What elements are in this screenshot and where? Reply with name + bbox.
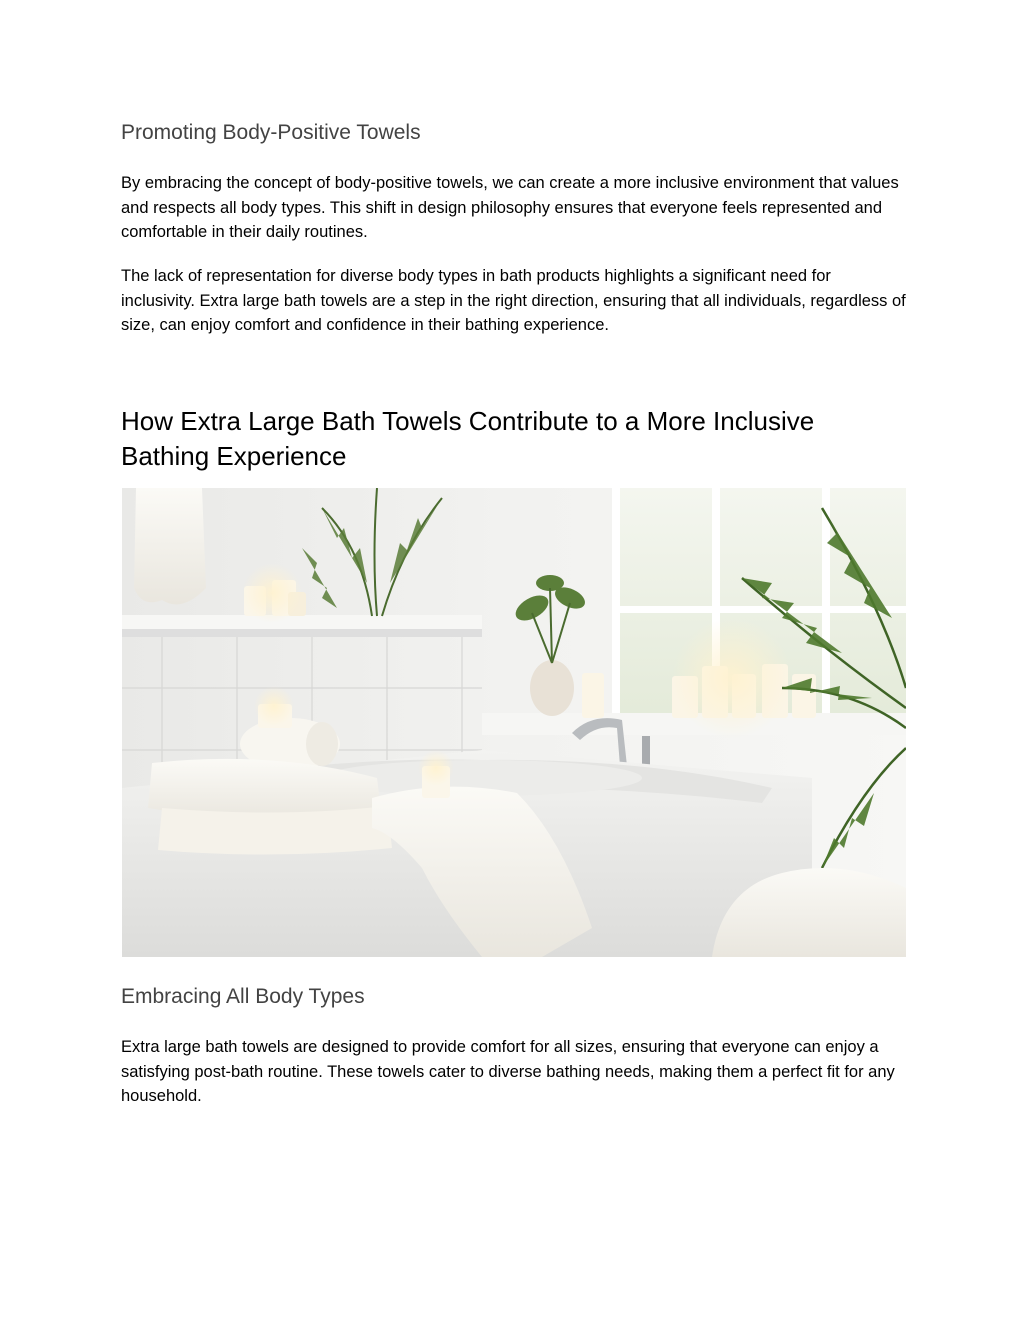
section-title-extra-large-towels: How Extra Large Bath Towels Contribute to a More Inclusive Bathing Experience xyxy=(121,406,815,471)
section-heading-embracing: Embracing All Body Types xyxy=(121,985,365,1008)
paragraph-embracing: Extra large bath towels are designed to provide comfort for all sizes, ensuring that everyone can enjoy a satisfying post-bath routine. These towels cater to diverse bathing needs, making them a perfect fit for any household. xyxy=(121,1038,895,1105)
section-heading-promoting: Promoting Body-Positive Towels xyxy=(121,121,421,144)
paragraph-representation: The lack of representation for diverse body types in bath products highlights a significant need for inclusivity. Extra large bath towels are a step in the right direction, ensuring that all individuals, regardless of size, can enjoy comfort and confidence in their bathing experience. xyxy=(121,267,906,334)
bathroom-towels-photo xyxy=(122,488,906,957)
paragraph-body-positive-intro: By embracing the concept of body-positive towels, we can create a more inclusive environment that values and respects all body types. This shift in design philosophy ensures that everyone feels represented and comfortable in their daily routines. xyxy=(121,174,899,241)
